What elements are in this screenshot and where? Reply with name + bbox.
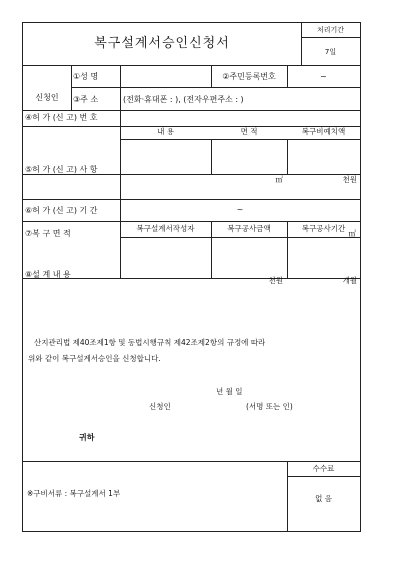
permit-period-field[interactable]: ~ <box>236 205 244 214</box>
deposit-unit: 천원 <box>342 175 357 184</box>
name-label: ①성 명 <box>73 72 99 81</box>
body-line-1: 산지관리법 제40조제1항 및 동법시행규칙 제42조제2항의 규정에 따라 <box>34 338 266 347</box>
signature-note: (서명 또는 인) <box>246 402 293 411</box>
rule-address-value-left <box>120 87 121 110</box>
fee-value: 없 음 <box>315 494 332 503</box>
construction-period-header: 복구공사기간 <box>301 224 346 233</box>
rule-body-bottom <box>23 461 360 462</box>
processing-period-value: 7일 <box>324 48 337 56</box>
date-line: 년 월 일 <box>216 387 243 396</box>
permit-number-field[interactable] <box>121 111 359 125</box>
rule-period-bottom <box>23 199 360 200</box>
rule-fee-split <box>287 476 360 477</box>
rule-applicant-right <box>71 65 72 110</box>
resident-number-label: ②주민등록번호 <box>222 72 276 81</box>
permit-number-label: ④허 가 (신 고) 번 호 <box>25 113 98 122</box>
rule-area-bottom <box>23 221 360 222</box>
form-title: 복구설계서승인신청서 <box>94 36 230 51</box>
application-form <box>22 22 361 532</box>
applicant-sign-label: 신청인 <box>149 402 171 411</box>
fee-label: 수수료 <box>312 464 335 473</box>
restoration-area-unit[interactable]: ㎡ <box>348 229 356 238</box>
rule-period-split <box>301 37 360 38</box>
body-line-2: 위와 같이 복구설계서승인을 신청합니다. <box>28 354 161 363</box>
applicant-label: 신청인 <box>35 93 59 102</box>
designer-header: 복구설계서작성자 <box>136 224 195 233</box>
construction-cost-header: 복구공사금액 <box>227 224 271 233</box>
area-header: 면 적 <box>240 127 258 136</box>
area-unit: ㎡ <box>275 175 283 184</box>
address-field[interactable]: (전화·휴대폰 : ), (전자우편주소 : ) <box>123 95 244 104</box>
name-field[interactable] <box>121 66 210 86</box>
resident-number-field[interactable]: ~ <box>320 72 327 81</box>
restoration-area-label: ⑦복 구 면 적 <box>25 229 71 238</box>
designer-field[interactable] <box>121 238 210 277</box>
rule-permit-col3 <box>287 139 288 174</box>
address-label: ③주 소 <box>73 95 99 104</box>
content-field[interactable] <box>121 140 210 173</box>
rule-period-value-left <box>120 174 121 199</box>
design-content-label: ⑧설 계 내 용 <box>25 270 71 279</box>
permit-matter-label: ⑤허 가 (신 고) 사 항 <box>25 165 98 174</box>
attachment-note: ※구비서류 : 복구설계서 1부 <box>27 489 121 498</box>
rule-name-bottom <box>71 87 360 88</box>
rule-permit-col2 <box>211 139 212 174</box>
permit-period-label: ⑥허 가 (신 고) 기 간 <box>25 206 98 215</box>
restoration-deposit-header: 복구비예치액 <box>301 127 346 136</box>
content-header: 내 용 <box>157 127 174 136</box>
processing-period-label: 처리기간 <box>316 26 345 34</box>
recipient: 귀하 <box>79 433 95 442</box>
cost-unit: 천원 <box>268 276 283 285</box>
months-unit: 개월 <box>342 276 357 285</box>
